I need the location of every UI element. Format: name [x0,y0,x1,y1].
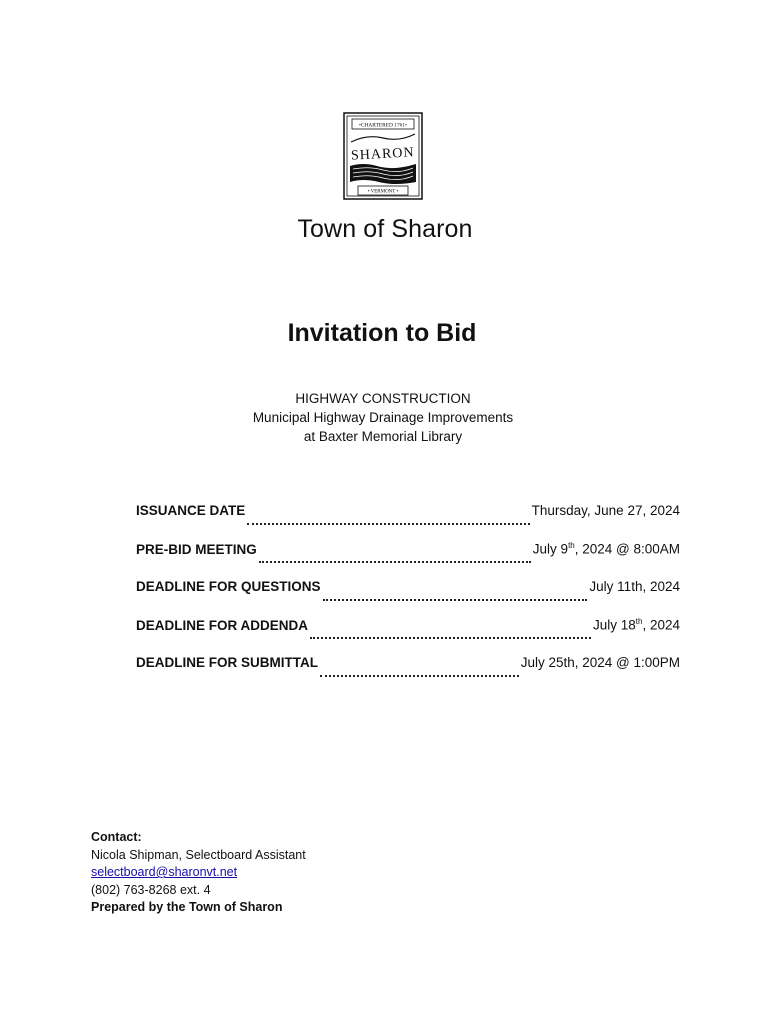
schedule-label: DEADLINE FOR ADDENDA [136,617,308,633]
svg-text:•CHARTERED 1761•: •CHARTERED 1761• [359,122,407,129]
contact-block [91,829,306,917]
schedule-label: DEADLINE FOR QUESTIONS [136,579,321,594]
contact-heading: Contact: [91,830,142,844]
value-ordinal: th [568,541,575,550]
bid-schedule [136,503,680,693]
schedule-row-issuance [136,503,680,541]
town-title: Town of Sharon [297,215,473,243]
town-seal-logo [343,112,423,200]
contact-phone: (802) 763-8268 ext. 4 [91,882,211,897]
value-rest: , 2024 @ 8:00AM [574,541,680,557]
value-main: July 9 [532,541,569,557]
value-main: July 18 [593,617,636,633]
document-title: Invitation to Bid [287,319,477,347]
schedule-value: July 11th, 2024 [589,579,680,594]
value-rest: , 2024 [642,617,680,633]
schedule-row-addenda [136,617,680,655]
dot-leader [259,561,531,563]
project-description [0,389,766,446]
schedule-value [593,617,680,633]
dot-leader [310,637,591,639]
schedule-value: Thursday, June 27, 2024 [531,503,680,518]
schedule-row-questions [136,579,680,617]
schedule-value [533,541,680,557]
schedule-label: PRE-BID MEETING [136,541,257,557]
svg-text:• VERMONT •: • VERMONT • [367,189,399,195]
value-ordinal: th [635,617,643,626]
schedule-label: DEADLINE FOR SUBMITTAL [136,655,318,670]
dot-leader [247,523,529,525]
contact-email-link[interactable]: selectboard@sharonvt.net [91,865,238,879]
schedule-row-prebid [136,541,680,579]
dot-leader [323,599,588,601]
contact-person: Nicola Shipman, Selectboard Assistant [91,847,306,862]
schedule-label: ISSUANCE DATE [136,503,246,518]
schedule-row-submittal [136,655,680,693]
project-location: at Baxter Memorial Library [303,429,463,444]
prepared-by: Prepared by the Town of Sharon [91,900,283,914]
schedule-value: July 25th, 2024 @ 1:00PM [520,655,680,670]
dot-leader [320,675,519,677]
svg-text:SHARON: SHARON [350,145,415,164]
project-category: HIGHWAY CONSTRUCTION [295,391,471,406]
project-name: Municipal Highway Drainage Improvements [252,410,514,425]
